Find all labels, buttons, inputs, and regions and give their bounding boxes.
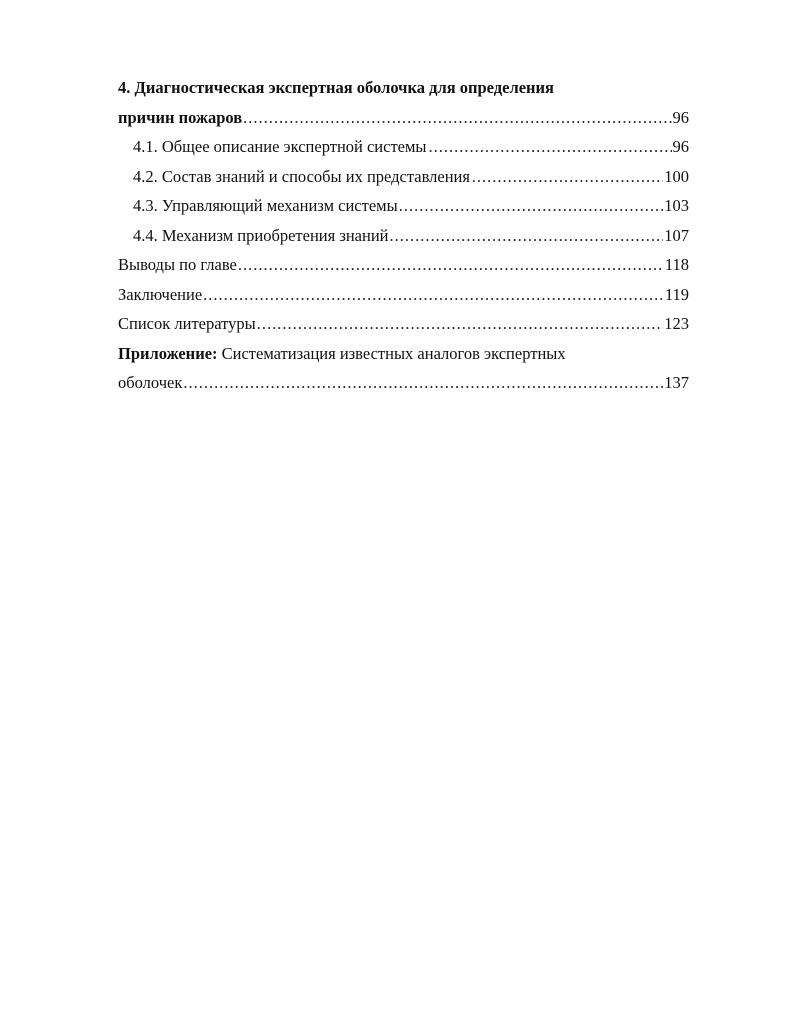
toc-item-4-3 <box>118 191 689 221</box>
toc-conclusion <box>118 280 689 310</box>
chapter-4-page: 96 <box>672 107 689 127</box>
chapter-4-title-line2: причин пожаров <box>118 107 243 127</box>
toc-item-label: 4.4. Механизм приобретения знаний <box>133 225 389 245</box>
toc-item-page: 123 <box>664 314 689 333</box>
dot-leader <box>243 103 671 133</box>
dot-leader <box>429 132 672 162</box>
toc-item-page: 118 <box>664 255 689 274</box>
dot-leader <box>257 309 664 339</box>
toc-item-label: 4.1. Общее описание экспертной системы <box>133 137 427 156</box>
appendix-title-text: Систематизация известных аналогов экспертных <box>221 343 566 363</box>
toc-item-label: 4.2. Состав знаний и способы их представления <box>133 166 470 186</box>
dot-leader <box>238 250 664 280</box>
toc-item-4-4 <box>118 221 689 251</box>
dot-leader <box>472 162 663 192</box>
toc-item-page: 107 <box>664 225 689 245</box>
toc-references <box>118 309 689 339</box>
toc-item-page: 119 <box>664 284 689 304</box>
chapter-4-entry <box>118 103 689 133</box>
toc-item-label: Заключение <box>118 284 203 304</box>
toc-item-4-2 <box>118 162 689 192</box>
dot-leader <box>399 191 664 221</box>
toc-item-page: 103 <box>664 196 689 215</box>
dot-leader <box>390 221 664 251</box>
toc-item-4-1 <box>118 132 689 162</box>
appendix-title-line2: оболочек <box>118 373 183 392</box>
dot-leader <box>183 368 663 398</box>
toc-item-page: 100 <box>664 166 689 186</box>
toc-item-label: 4.3. Управляющий механизм системы <box>133 196 398 215</box>
chapter-4-title-line1: 4. Диагностическая экспертная оболочка для определения <box>118 78 554 97</box>
toc-item-label: Выводы по главе <box>118 255 237 274</box>
toc-item-page: 96 <box>672 137 689 156</box>
appendix-title-line1 <box>118 339 689 369</box>
appendix-entry <box>118 368 689 398</box>
toc-conclusions-chapter <box>118 250 689 280</box>
table-of-contents <box>118 73 689 398</box>
appendix-prefix: Приложение: <box>118 343 218 363</box>
dot-leader <box>203 280 664 310</box>
appendix-page: 137 <box>664 373 689 392</box>
toc-item-label: Список литературы <box>118 314 256 333</box>
